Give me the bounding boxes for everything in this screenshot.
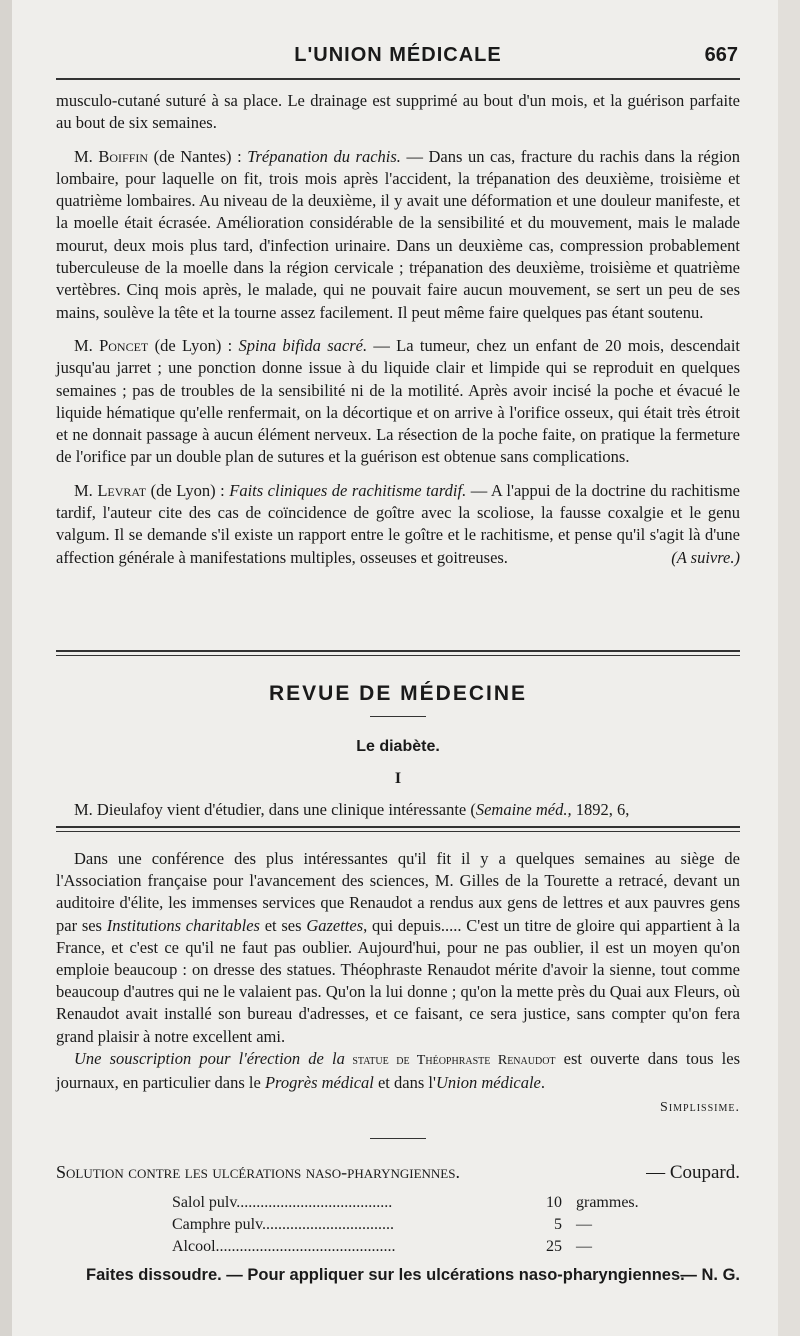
formula-row — [172, 1192, 639, 1214]
intro-text-end: 1892, 6, — [571, 800, 630, 819]
ingredient-name: Salol pulv....................................... — [172, 1194, 393, 1211]
report-title: Faits cliniques de rachitisme tardif. — [229, 480, 467, 500]
italic-text: Union médicale — [435, 1073, 541, 1093]
paragraph-text: — A l'appui de la doctrine du rachitisme tardif, l'auteur cite des cas de coïncidence de goître avec la scoliose, la fausse coxalgie et le genu valgum. Il se demande s'il existe un rapport entre le goître et le rachitisme, et pense qu'il s'agit là d'une affection générale à manifestations multiples, osseuses et goitreuses. — [56, 480, 740, 567]
paragraph-text: musculo-cutané suturé à sa place. Le drainage est supprimé au bout d'un mois, et la guérison parfaite au bout de six semaines. — [56, 91, 740, 133]
ingredient-quantity: 10 — [546, 1194, 562, 1211]
author-name: Levrat — [97, 480, 147, 500]
ingredient-unit: — — [576, 1238, 592, 1255]
italic-text: Une souscription pour l'érection de la — [74, 1048, 345, 1068]
intro-source: Semaine méd., — [475, 800, 572, 819]
paragraph-text: est ouverte dans tous les journaux, en particulier dans le — [56, 1048, 741, 1093]
page-number: 667 — [704, 44, 738, 66]
formula-signature: — N. G. — [680, 1266, 740, 1284]
surgery-reports — [56, 90, 740, 569]
author-location: (de Nantes) : — [148, 146, 248, 166]
paragraph-text: — Dans un cas, fracture du rachis dans la région lombaire, pour laquelle on fit, trois mois après l'accident, la trépanation des deuxième, troisième et quatrième lombaires. Au niveau de la deuxième, il y avait une déformation et une douleur manifeste, et la moelle était écrasée. Amélioration considérable de la sensibilité et du mouvement, mais le malade mourut, deux mois plus tard, d'infection urinaire. Dans un deuxième cas, compression probablement tuberculeuse de la moelle dans la région cervicale ; trépanation des deuxième, troisième et quatrième vertèbres. Cinq mois après, le malade, qui ne pouvait faire aucun mouvement, se sert un peu de ses mains, soulève la tête et la tourne assez facilement. Il peut même faire quelques pas étant soutenu. — [56, 146, 741, 322]
ingredient-name: Camphre pulv................................. — [172, 1216, 395, 1233]
paragraph-text: , qui depuis..... C'est un titre de gloire qui appartient à la France, et c'est ce qu'il ne faut pas oublier. Aujourd'hui, pour ne pas oublier, il est un moyen qu'on emploie beaucoup : on dresse des statues. Théophraste Renaudot mérite d'avoir la sienne, tout comme beaucoup d'autres qui ne le valaient pas. Qu'on la lui donne ; qu'on la mette près du Quai aux Fleurs, où Renaudot avait installé son bureau d'adresses, et ce faisant, ce sera justice, sans compter qu'on fera grand plaisir à notre excellent ami. — [56, 915, 741, 1046]
paragraph-text: et dans l' — [373, 1073, 436, 1093]
section-numeral: I — [394, 770, 402, 787]
italic-text: Gazettes — [306, 915, 364, 935]
formula-name: Solution contre les ulcérations naso-pharyngiennes. — [56, 1162, 460, 1182]
prefix: M. — [74, 335, 100, 355]
running-header — [56, 44, 740, 74]
ingredient-quantity: 5 — [554, 1216, 562, 1233]
italic-text: Progrès médical — [264, 1073, 374, 1093]
formula-instructions — [86, 1266, 740, 1285]
section-divider — [56, 650, 740, 656]
signature: Simplissime. — [660, 1100, 740, 1115]
paragraph — [56, 90, 740, 135]
paragraph-text: et ses — [259, 915, 307, 935]
ingredient-name: Alcool............................................. — [172, 1238, 396, 1255]
article-subtitle: Le diabète. — [356, 738, 440, 755]
ingredient-quantity: 25 — [546, 1238, 562, 1255]
paragraph — [56, 335, 740, 469]
page-edge — [0, 0, 12, 1336]
short-divider — [370, 716, 426, 717]
formula-row — [172, 1214, 632, 1236]
small-caps-text: statue de Théophraste Renaudot — [344, 1052, 556, 1068]
author-location: (de Lyon) : — [146, 480, 230, 500]
author-name: Poncet — [99, 335, 149, 355]
page-edge-right — [778, 0, 800, 1336]
section-divider — [56, 826, 740, 832]
author-name: Boiffin — [98, 146, 149, 166]
article-intro — [56, 800, 740, 820]
formula-row — [172, 1236, 632, 1258]
intro-text: M. Dieulafoy vient d'étudier, dans une clinique intéressante ( — [74, 800, 476, 819]
paragraph-text: . — [540, 1073, 546, 1093]
short-divider — [370, 1138, 426, 1139]
paragraph-text: — La tumeur, chez un enfant de 20 mois, descendait jusqu'au jarret ; une ponction donne issue à du liquide clair et limpide qui se reproduit en quelques semaines ; pas de troubles de la sensibilité ni de la motilité. Après avoir incisé la poche et évacué le liquide hématique qu'elle renfermait, on la décortique et on arrive à l'orifice osseux, qui était très étroit et ne donnait passage à aucun élément nerveux. La résection de la poche faite, on pratique la fermeture de l'orifice par un double plan de sutures et la guérison est obtenue sans complications. — [56, 335, 740, 467]
paragraph — [56, 146, 740, 324]
ingredient-unit: grammes. — [576, 1194, 639, 1211]
to-be-continued: (A suivre.) — [671, 547, 740, 567]
instructions-text: Faites dissoudre. — Pour appliquer sur les ulcérations naso-pharyngiennes. — [86, 1266, 685, 1284]
author-location: (de Lyon) : — [148, 335, 239, 355]
prefix: M. — [74, 480, 98, 500]
paragraph — [56, 848, 740, 1048]
header-rule — [56, 78, 740, 80]
italic-text: Institutions charitables — [106, 915, 260, 935]
section-title: REVUE DE MÉDECINE — [268, 682, 528, 705]
report-title: Trépanation du rachis. — [247, 146, 401, 166]
paragraph-text: Dans une conférence des plus intéressantes qu'il fit il y a quelques semaines au siège de l'Association française pour l'avancement des sciences, M. Gilles de la Tourette a retracé, devant un auditoire d'élite, les immenses services que Renaudot a rendus aux gens de lettres et aux pauvres gens par ses — [56, 849, 740, 935]
journal-title: L'UNION MÉDICALE — [294, 44, 502, 66]
formula-title — [56, 1162, 740, 1184]
renaudot-notice — [56, 848, 740, 1094]
paragraph — [56, 1048, 740, 1094]
ingredient-unit: — — [576, 1216, 592, 1233]
report-title: Spina bifida sacré. — [238, 335, 368, 355]
formula-author: — Coupard. — [646, 1162, 740, 1183]
prefix: M. — [74, 146, 99, 166]
paragraph — [56, 480, 740, 569]
formula-table — [172, 1192, 639, 1258]
